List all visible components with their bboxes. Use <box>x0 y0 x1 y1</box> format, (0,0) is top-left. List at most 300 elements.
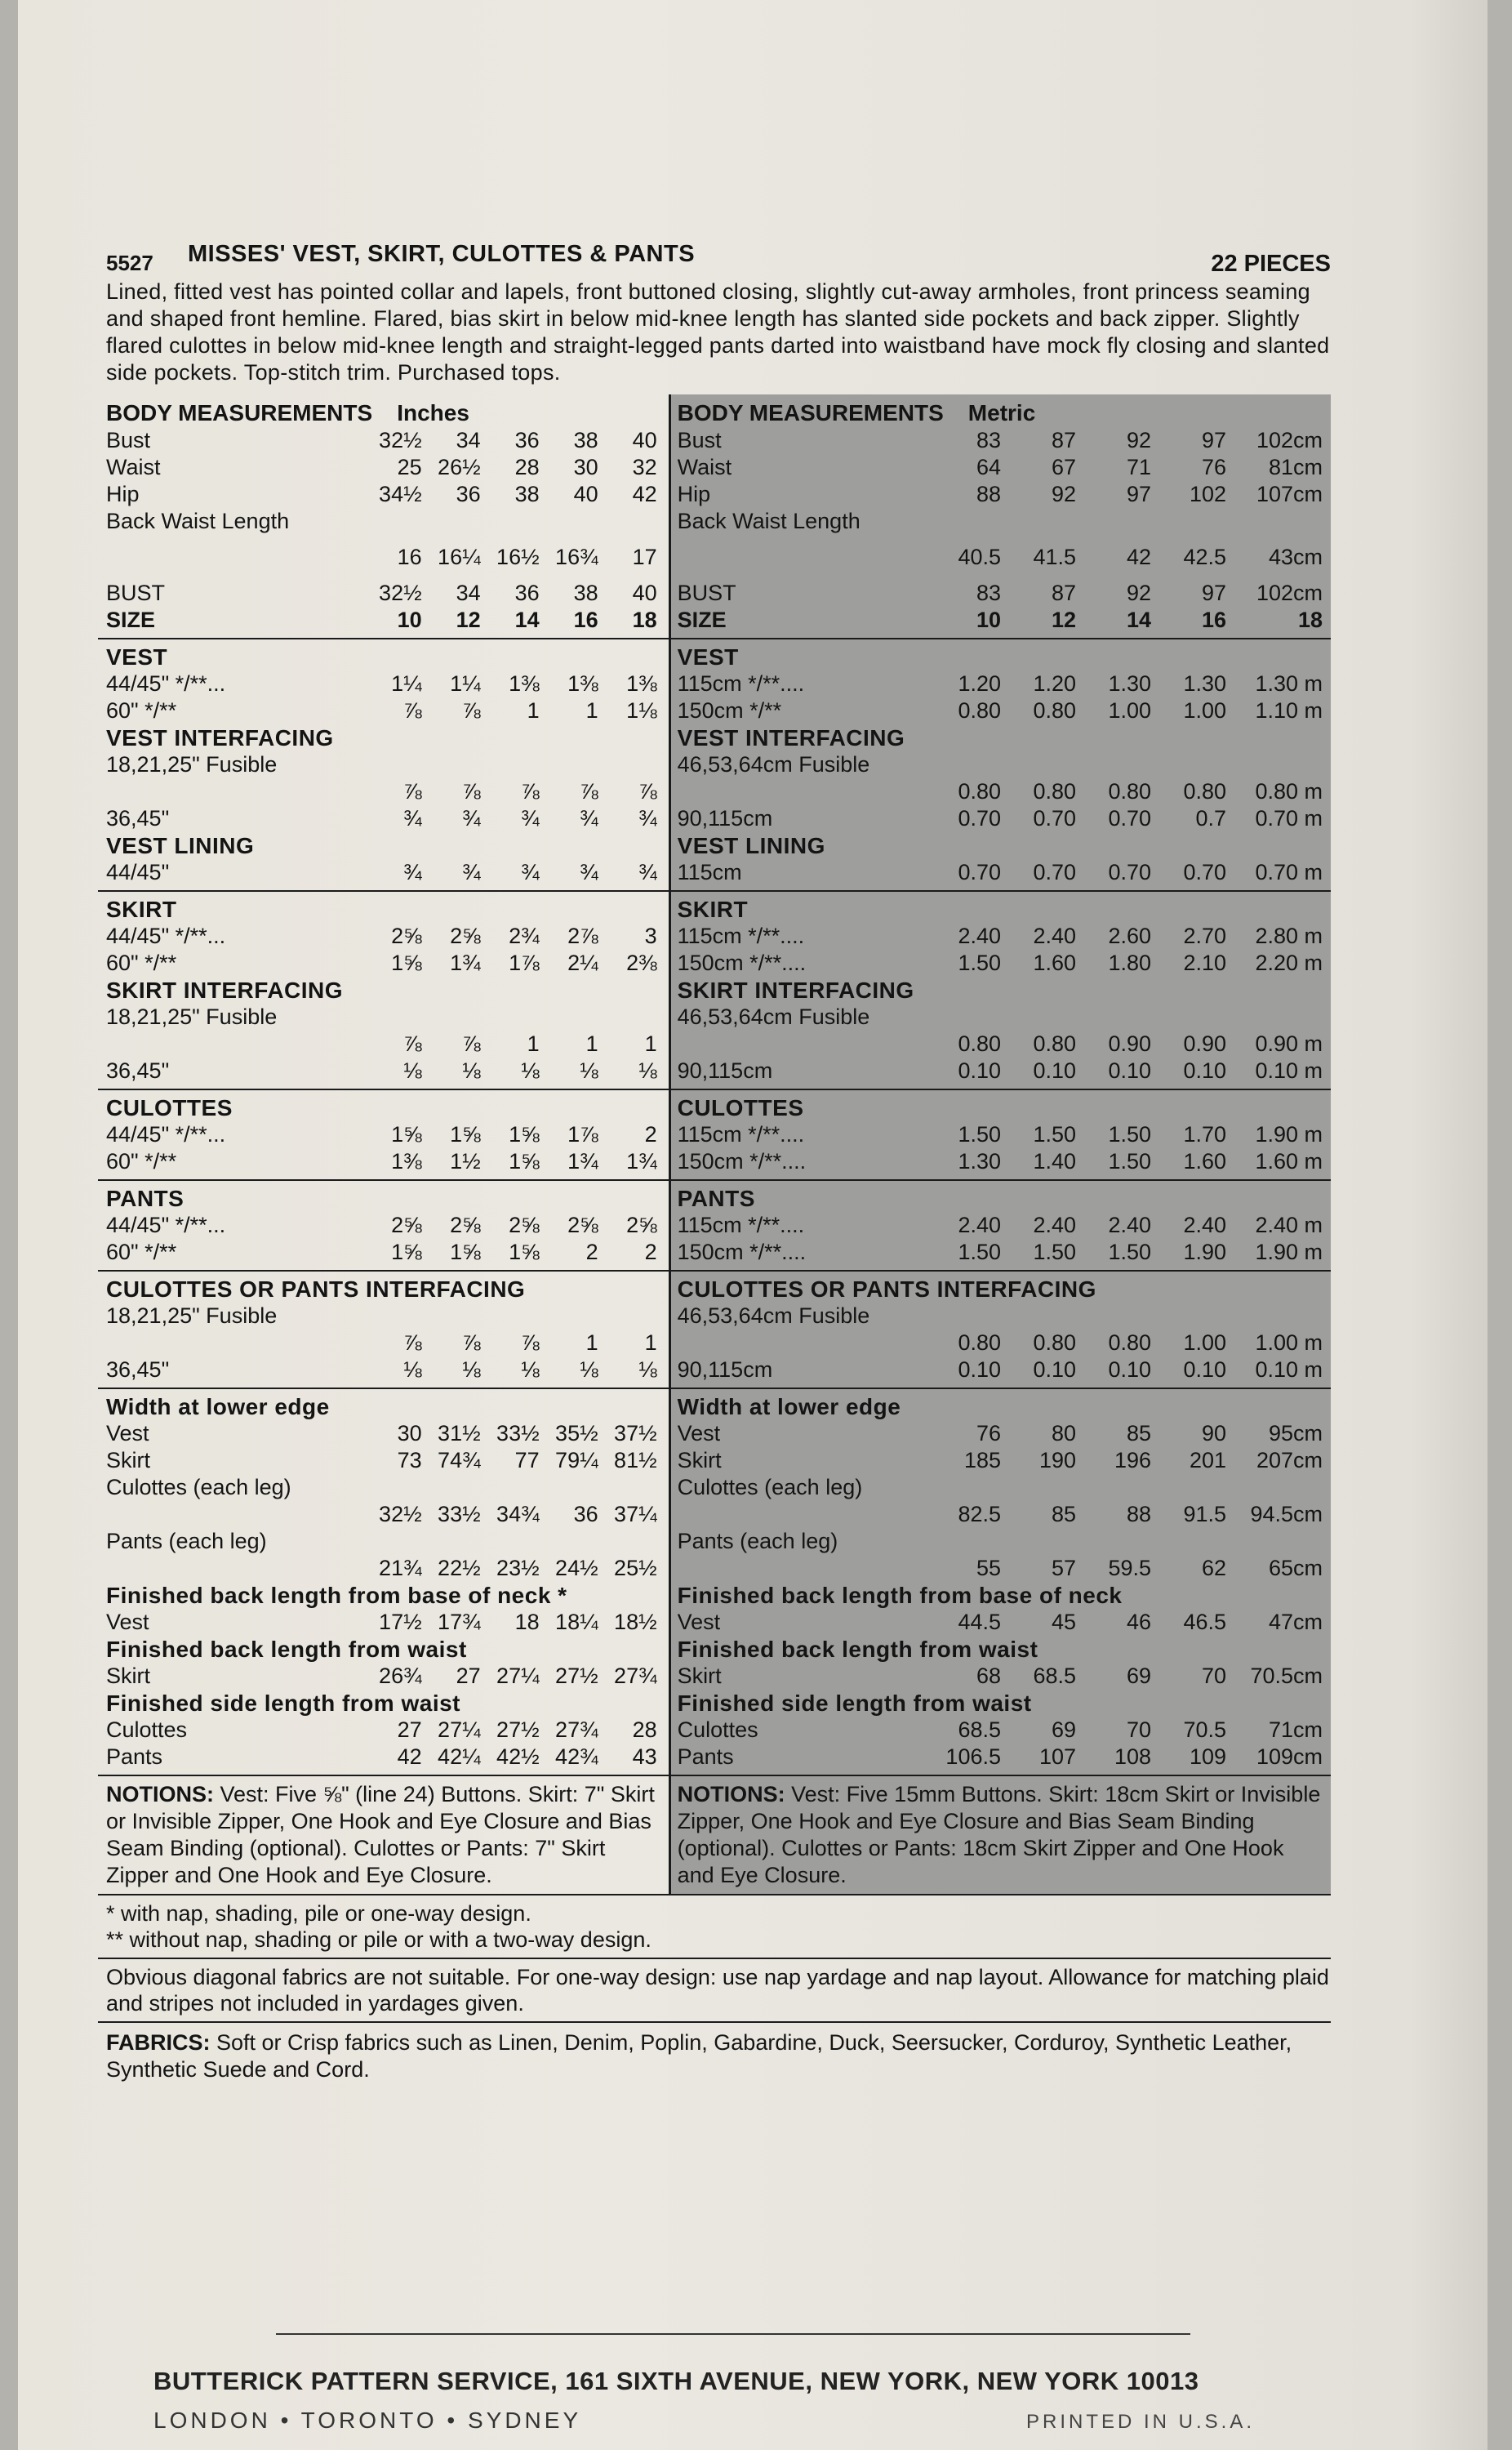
measurement-label: 44/45" <box>106 860 170 884</box>
section-heading: Finished back length from waist <box>106 1637 467 1662</box>
measurement-row <box>106 923 657 950</box>
measurement-row <box>106 1447 657 1474</box>
measurement-row <box>678 1330 1323 1356</box>
measurement-value: 0.70 <box>1033 806 1076 831</box>
section-heading: SKIRT INTERFACING <box>106 978 344 1003</box>
measurement-value: 32 <box>632 455 657 479</box>
measurement-value: ¾ <box>462 806 481 831</box>
section-heading: Culottes (each leg) <box>106 1475 291 1499</box>
measurement-value: ¾ <box>403 860 422 884</box>
measurement-value: 17¾ <box>438 1610 481 1634</box>
measurement-value: 2¼ <box>567 951 598 975</box>
measurement-value: 17 <box>632 545 657 569</box>
measurement-value: ⅞ <box>403 1031 422 1056</box>
measurement-row <box>678 607 1323 634</box>
measurement-label: Skirt <box>106 1664 150 1688</box>
culottes-pants-interfacing-metric <box>671 1272 1331 1389</box>
measurement-value: 2⅝ <box>509 1213 540 1237</box>
measurement-value: 1.90 m <box>1255 1240 1323 1264</box>
measurement-value: 44.5 <box>958 1610 1001 1634</box>
measurement-value: 71cm <box>1268 1717 1323 1742</box>
measurement-value: ⅞ <box>638 779 657 804</box>
section-heading: VEST INTERFACING <box>106 725 334 751</box>
measurement-value: 2⅜ <box>626 951 657 975</box>
measurement-value: 0.80 <box>958 779 1001 804</box>
section-heading: Pants (each leg) <box>106 1529 267 1553</box>
measurement-value: 76 <box>976 1421 1001 1446</box>
section-title: BODY MEASUREMENTS <box>106 400 373 425</box>
measurement-row <box>678 535 1323 571</box>
measurement-value: 79¼ <box>555 1448 598 1472</box>
measurement-value: 2.40 <box>958 1213 1001 1237</box>
measurement-value: ¾ <box>403 806 422 831</box>
measurement-row <box>678 1212 1323 1239</box>
measurement-value: 42 <box>1126 545 1151 569</box>
measurement-value: 27¼ <box>496 1664 540 1688</box>
measurement-value: 1¼ <box>450 671 481 696</box>
measurement-value: 2.40 <box>1033 1213 1076 1237</box>
measurement-value: 0.80 <box>1183 779 1226 804</box>
measurement-row <box>106 1717 657 1744</box>
back-waist-row <box>106 535 657 571</box>
measurement-row <box>106 1356 657 1383</box>
measurement-row <box>678 1148 1323 1175</box>
measurement-value: 27¼ <box>438 1717 481 1742</box>
measurement-label: 36,45" <box>106 1357 170 1382</box>
measurement-value: 30 <box>397 1421 422 1446</box>
measurement-value: 1.50 <box>958 1240 1001 1264</box>
measurement-value: 92 <box>1126 581 1151 605</box>
section-heading: Width at lower edge <box>106 1394 330 1419</box>
measurement-value: ⅞ <box>462 1330 481 1355</box>
measurement-label: 150cm */** <box>677 698 782 723</box>
measurement-value: ⅞ <box>462 698 481 723</box>
measurement-label: 115cm */**.... <box>677 924 805 948</box>
measurement-value: ⅛ <box>638 1357 657 1382</box>
measurement-label: 60" */** <box>106 698 177 723</box>
measurement-value: 18 <box>632 608 657 632</box>
measurement-value: 42 <box>397 1744 422 1769</box>
measurement-value: 1.00 <box>1183 1330 1226 1355</box>
measurement-row <box>678 1501 1323 1528</box>
measurement-value: 42¾ <box>555 1744 598 1769</box>
measurement-value: 81cm <box>1268 455 1323 479</box>
measurement-row <box>678 778 1323 805</box>
measurement-value: ⅛ <box>638 1058 657 1083</box>
measurement-value: 40 <box>632 581 657 605</box>
section-heading: Finished back length from waist <box>677 1637 1038 1662</box>
section-heading: SKIRT <box>106 897 177 922</box>
measurement-row <box>106 697 657 724</box>
fabrics-note: FABRICS: Soft or Crisp fabrics such as Linen, Denim, Poplin, Gabardine, Duck, Seersucker, Corduroy, Synthetic Leather, Synthetic Suede and Cord. <box>106 2030 1292 2082</box>
measurement-value: 1.30 <box>1108 671 1151 696</box>
measurement-label: Pants <box>677 1744 734 1769</box>
measurement-value: 0.80 <box>958 1031 1001 1056</box>
measurement-value: 1 <box>527 1031 540 1056</box>
measurement-value: 31½ <box>438 1421 481 1446</box>
hip-row <box>106 481 657 508</box>
measurement-value: 97 <box>1201 428 1226 452</box>
measurement-value: 2 <box>644 1122 657 1147</box>
section-heading: 18,21,25" Fusible <box>106 1303 278 1328</box>
measurement-value: 1.50 <box>1108 1240 1151 1264</box>
measurement-value: 1⅜ <box>567 671 598 696</box>
measurement-value: 0.70 <box>1108 860 1151 884</box>
section-heading: Finished back length from base of neck <box>677 1583 1123 1608</box>
measurement-value: 12 <box>1051 608 1076 632</box>
measurement-value: 83 <box>976 581 1001 605</box>
measurement-value: 1⅝ <box>509 1240 540 1264</box>
measurement-value: 35½ <box>555 1421 598 1446</box>
measurement-value: 1.00 m <box>1255 1330 1323 1355</box>
measurement-value: 1.70 <box>1183 1122 1226 1147</box>
measurement-value: 32½ <box>379 581 422 605</box>
measurement-value: 34 <box>456 428 481 452</box>
measurement-value: 41.5 <box>1033 545 1076 569</box>
measurement-value: ⅞ <box>403 779 422 804</box>
measurement-value: 25 <box>397 455 422 479</box>
divider-line <box>276 2333 1190 2335</box>
body-measurements-metric: BODY MEASUREMENTS Metric Bust 83 87 92 97 102cm Waist 64 67 71 76 81cm Hip 88 92 97 102 107cm Back Waist Length 40.5 41.5 42 42.5 43cm BUST 83 87 92 97 102cm SIZE 10 12 14 16 18 <box>671 394 1331 639</box>
measurement-value: 2⅝ <box>450 1213 481 1237</box>
culottes-pants-interfacing-inches <box>98 1272 669 1389</box>
footnote-nap: * with nap, shading, pile or one-way design. <box>106 1901 531 1926</box>
measurement-value: 69 <box>1126 1664 1151 1688</box>
measurement-value: 28 <box>632 1717 657 1742</box>
measurement-label: 60" */** <box>106 951 177 975</box>
measurement-value: ⅞ <box>403 698 422 723</box>
measurement-value: 16 <box>397 545 422 569</box>
measurement-value: 1.50 <box>1033 1240 1076 1264</box>
measurement-value: 0.10 <box>958 1357 1001 1382</box>
measurement-value: 97 <box>1201 581 1226 605</box>
measurement-value: 55 <box>976 1556 1001 1580</box>
measurement-value: 83 <box>976 428 1001 452</box>
measurement-value: 102cm <box>1256 428 1323 452</box>
measurement-value: 190 <box>1038 1448 1076 1472</box>
measurement-row <box>678 1058 1323 1085</box>
section-heading: Width at lower edge <box>677 1394 901 1419</box>
skirt-yardage-inches <box>98 892 669 1090</box>
measurement-value: 1.60 <box>1183 1149 1226 1174</box>
measurement-value: 27 <box>397 1717 422 1742</box>
measurement-value: 36 <box>514 428 540 452</box>
measurement-value: ⅛ <box>403 1357 422 1382</box>
measurement-value: 102cm <box>1256 581 1323 605</box>
measurement-value: 2.40 <box>958 924 1001 948</box>
measurement-value: 0.10 <box>958 1058 1001 1083</box>
measurement-value: 81½ <box>614 1448 657 1472</box>
measurement-value: 0.70 <box>958 860 1001 884</box>
measurement-value: 207cm <box>1256 1448 1323 1472</box>
measurement-value: 88 <box>976 482 1001 506</box>
measurement-value: 14 <box>1126 608 1151 632</box>
measurement-value: 0.10 m <box>1255 1058 1323 1083</box>
measurement-value: 27¾ <box>614 1664 657 1688</box>
measurement-value: 95cm <box>1268 1421 1323 1446</box>
measurement-value: 1.00 <box>1108 698 1151 723</box>
measurement-value: 2.40 <box>1183 1213 1226 1237</box>
measurement-value: 1⅝ <box>391 1122 422 1147</box>
measurement-value: 0.70 m <box>1255 806 1323 831</box>
measurement-label: 36,45" <box>106 1058 170 1083</box>
measurement-value: 1⅞ <box>509 951 540 975</box>
measurement-value: 91.5 <box>1183 1502 1226 1526</box>
measurement-row <box>678 1555 1323 1582</box>
measurement-value: 2⅝ <box>450 924 481 948</box>
measurement-value: 68.5 <box>1033 1664 1076 1688</box>
unit-label: Inches <box>397 400 469 425</box>
measurement-value: ⅞ <box>521 779 540 804</box>
measurement-label: Culottes <box>106 1717 188 1742</box>
measurement-label: Skirt <box>677 1448 722 1472</box>
measurement-value: 68.5 <box>958 1717 1001 1742</box>
measurement-value: 1.30 m <box>1255 671 1323 696</box>
measurement-value: 196 <box>1114 1448 1151 1472</box>
measurement-value: 1.80 <box>1108 951 1151 975</box>
measurement-value: 46 <box>1126 1610 1151 1634</box>
measurement-label: Pants <box>106 1744 163 1769</box>
pants-yardage-metric <box>671 1181 1331 1272</box>
measurement-value: 0.80 <box>958 698 1001 723</box>
measurement-value: 0.10 <box>1183 1058 1226 1083</box>
publisher-cities: LONDON • TORONTO • SYDNEY <box>153 2408 582 2433</box>
section-heading: SKIRT INTERFACING <box>677 978 914 1003</box>
measurement-value: 28 <box>514 455 540 479</box>
measurement-value: 73 <box>397 1448 422 1472</box>
measurement-row <box>106 1239 657 1266</box>
measurement-value: 1.50 <box>958 1122 1001 1147</box>
measurement-label: 115cm <box>677 860 742 884</box>
measurement-row <box>678 1239 1323 1266</box>
measurement-value: 16¼ <box>438 545 481 569</box>
measurement-value: 1.90 <box>1183 1240 1226 1264</box>
measurement-value: 0.80 <box>1033 1330 1076 1355</box>
measurement-row <box>106 1121 657 1148</box>
measurement-value: 22½ <box>438 1556 481 1580</box>
measurement-label: 115cm */**.... <box>677 1122 805 1147</box>
measurement-value: 27¾ <box>555 1717 598 1742</box>
measurement-row <box>678 950 1323 977</box>
measurement-value: 40 <box>632 428 657 452</box>
measurement-value: 2 <box>644 1240 657 1264</box>
measurement-row <box>678 1744 1323 1771</box>
measurement-label: Vest <box>677 1610 721 1634</box>
measurement-value: 0.90 <box>1183 1031 1226 1056</box>
measurement-row <box>106 1148 657 1175</box>
measurement-value: ⅛ <box>521 1058 540 1083</box>
pattern-header <box>98 233 1331 278</box>
measurement-value: 21¾ <box>379 1556 422 1580</box>
measurement-row <box>678 1609 1323 1636</box>
measurement-row <box>106 1609 657 1636</box>
measurement-value: 71 <box>1126 455 1151 479</box>
measurement-value: 1⅜ <box>626 671 657 696</box>
pattern-title: MISSES' VEST, SKIRT, CULOTTES & PANTS <box>188 241 696 267</box>
measurement-value: 25½ <box>614 1556 657 1580</box>
measurement-row <box>678 571 1323 607</box>
measurement-value: 0.10 m <box>1255 1357 1323 1382</box>
measurement-label: 44/45" */**... <box>106 1122 226 1147</box>
measurement-row <box>106 1031 657 1058</box>
measurement-value: 0.10 <box>1108 1058 1151 1083</box>
measurement-value: 1.10 m <box>1255 698 1323 723</box>
measurement-value: 12 <box>456 608 481 632</box>
measurement-label: Hip <box>106 482 140 506</box>
section-heading: Finished back length from base of neck * <box>106 1583 567 1608</box>
measurement-value: 34 <box>456 581 481 605</box>
measurement-value: 62 <box>1201 1556 1226 1580</box>
measurement-value: 1 <box>585 1031 598 1056</box>
finished-measurements-inches <box>98 1389 669 1776</box>
measurement-row <box>678 1717 1323 1744</box>
measurement-value: 1.90 m <box>1255 1122 1323 1147</box>
measurement-row <box>678 1031 1323 1058</box>
measurement-label: Vest <box>677 1421 721 1446</box>
measurement-value: 0.70 <box>1033 860 1076 884</box>
measurement-value: 33½ <box>438 1502 481 1526</box>
measurement-value: 1 <box>644 1330 657 1355</box>
measurement-value: 0.10 <box>1033 1357 1076 1382</box>
measurement-value: 45 <box>1051 1610 1076 1634</box>
pieces-count: 22 PIECES <box>1211 251 1331 277</box>
measurement-value: 185 <box>963 1448 1001 1472</box>
measurement-value: 42¼ <box>438 1744 481 1769</box>
measurement-value: 36 <box>573 1502 598 1526</box>
notions-inches: NOTIONS: Vest: Five ⅝" (line 24) Buttons. Skirt: 7" Skirt or Invisible Zipper, One Hook and Eye Closure and Bias Seam Binding (optional). Culottes or Pants: 7" Skirt Zipper and One Hook and Eye Closure. <box>98 1776 669 1895</box>
measurement-row <box>106 1212 657 1239</box>
measurement-value: 108 <box>1114 1744 1151 1769</box>
measurement-value: 2⅝ <box>626 1213 657 1237</box>
section-heading: 46,53,64cm Fusible <box>677 1004 870 1029</box>
pattern-number: 5527 <box>106 251 153 275</box>
measurement-value: 17½ <box>379 1610 422 1634</box>
measurement-value: 1¾ <box>567 1149 598 1174</box>
measurement-value: 107 <box>1038 1744 1076 1769</box>
measurement-value: 2¾ <box>509 924 540 948</box>
measurement-value: 0.10 <box>1183 1357 1226 1382</box>
measurement-value: 32½ <box>379 1502 422 1526</box>
measurement-value: 1.50 <box>1108 1149 1151 1174</box>
section-heading: PANTS <box>106 1186 185 1211</box>
measurement-label: Hip <box>677 482 711 506</box>
measurement-row <box>678 481 1323 508</box>
measurement-row <box>106 1744 657 1771</box>
measurement-label: Waist <box>677 455 732 479</box>
section-heading: Back Waist Length <box>677 509 861 533</box>
measurement-value: 0.80 <box>1033 698 1076 723</box>
measurement-value: 16½ <box>496 545 540 569</box>
measurement-value: 85 <box>1051 1502 1076 1526</box>
measurement-value: 1.50 <box>958 951 1001 975</box>
measurement-label: Skirt <box>106 1448 150 1472</box>
measurement-value: 201 <box>1189 1448 1226 1472</box>
measurement-row <box>106 805 657 832</box>
measurement-label: 150cm */**.... <box>677 1240 807 1264</box>
measurement-value: 42.5 <box>1183 545 1226 569</box>
measurement-row <box>678 859 1323 886</box>
measurement-value: 1⅜ <box>391 1149 422 1174</box>
measurement-value: 77 <box>514 1448 540 1472</box>
measurement-value: 0.90 m <box>1255 1031 1323 1056</box>
measurement-label: Skirt <box>677 1664 722 1688</box>
measurement-label: 90,115cm <box>677 1357 773 1382</box>
measurement-value: 2.20 m <box>1255 951 1323 975</box>
measurement-row <box>106 1501 657 1528</box>
measurement-value: 1.20 <box>1033 671 1076 696</box>
measurement-value: 2.40 <box>1108 1213 1151 1237</box>
section-heading: CULOTTES <box>106 1095 233 1120</box>
measurement-value: 24½ <box>555 1556 598 1580</box>
measurement-value: 1.50 <box>1108 1122 1151 1147</box>
measurement-row <box>106 1420 657 1447</box>
measurement-value: 30 <box>573 455 598 479</box>
measurement-value: 2⅞ <box>567 924 598 948</box>
measurement-value: 1.30 <box>958 1149 1001 1174</box>
section-heading: CULOTTES OR PANTS INTERFACING <box>677 1276 1096 1302</box>
measurement-value: 38 <box>573 581 598 605</box>
measurement-value: 18 <box>1297 608 1323 632</box>
measurement-value: 1.20 <box>958 671 1001 696</box>
measurement-value: 2⅝ <box>391 1213 422 1237</box>
measurement-value: 1.40 <box>1033 1149 1076 1174</box>
section-heading: VEST LINING <box>106 833 255 858</box>
measurement-value: 32½ <box>379 428 422 452</box>
measurement-value: 26¾ <box>379 1664 422 1688</box>
measurement-value: ⅛ <box>521 1357 540 1382</box>
measurement-value: 36 <box>456 482 481 506</box>
measurement-value: 0.80 m <box>1255 779 1323 804</box>
measurement-value: 47cm <box>1268 1610 1323 1634</box>
measurement-row <box>678 454 1323 481</box>
measurements-chart <box>98 394 1331 1895</box>
measurement-value: ¾ <box>580 806 598 831</box>
measurement-value: 80 <box>1051 1421 1076 1446</box>
measurement-value: 42 <box>632 482 657 506</box>
measurement-row <box>106 1555 657 1582</box>
measurement-row <box>678 670 1323 697</box>
measurement-value: 37½ <box>614 1421 657 1446</box>
measurement-value: 87 <box>1051 428 1076 452</box>
measurement-value: ¾ <box>638 806 657 831</box>
measurement-value: 1 <box>585 698 598 723</box>
measurement-value: 1.00 <box>1183 698 1226 723</box>
measurement-value: 2.40 <box>1033 924 1076 948</box>
section-heading: 18,21,25" Fusible <box>106 752 278 777</box>
measurement-value: ¾ <box>580 860 598 884</box>
measurement-value: ⅛ <box>462 1058 481 1083</box>
measurement-row <box>678 427 1323 454</box>
measurement-value: 0.80 <box>1108 1330 1151 1355</box>
section-heading: 18,21,25" Fusible <box>106 1004 278 1029</box>
measurement-label: Vest <box>106 1421 149 1446</box>
measurement-value: 68 <box>976 1664 1001 1688</box>
measurement-value: 2⅝ <box>567 1213 598 1237</box>
measurement-value: 18½ <box>614 1610 657 1634</box>
measurement-value: 2⅝ <box>391 924 422 948</box>
measurement-value: 67 <box>1051 455 1076 479</box>
printed-in: PRINTED IN U.S.A. <box>1026 2411 1256 2433</box>
section-heading: Finished side length from waist <box>677 1690 1032 1716</box>
measurement-value: 1⅝ <box>450 1122 481 1147</box>
section-heading: VEST LINING <box>677 833 825 858</box>
pattern-envelope <box>18 0 1488 2450</box>
measurement-value: 97 <box>1126 482 1151 506</box>
vest-yardage-metric <box>671 639 1331 892</box>
measurement-row <box>106 670 657 697</box>
measurement-value: 18¼ <box>555 1610 598 1634</box>
measurement-value: 10 <box>397 608 422 632</box>
